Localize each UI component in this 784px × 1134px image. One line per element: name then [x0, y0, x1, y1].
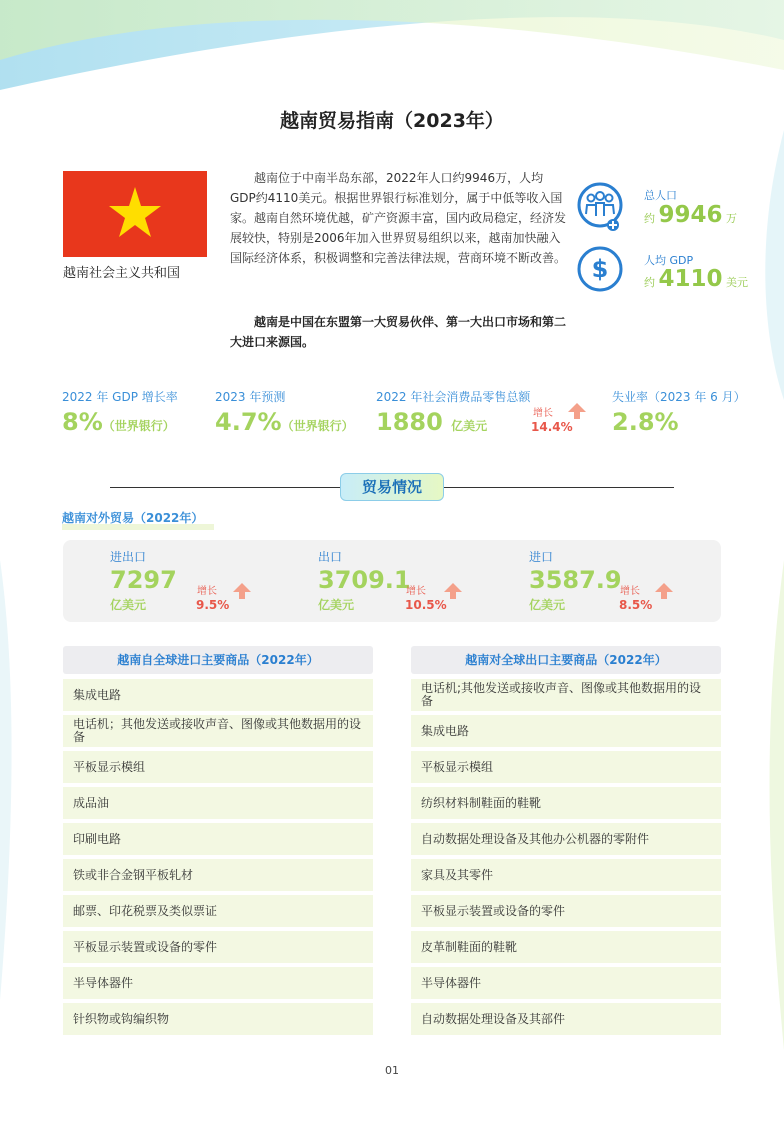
growth-value: 9.5% [196, 598, 230, 612]
kpi-value: 4.7%（世界银行） [215, 408, 354, 436]
exports-row: 平板显示模组 [411, 751, 721, 783]
arrow-up-icon [654, 582, 674, 600]
exports-row: 纺织材料制鞋面的鞋靴 [411, 787, 721, 819]
kpi-label: 失业率（2023 年 6 月） [612, 390, 746, 404]
exports-row: 半导体器件 [411, 967, 721, 999]
kpi-label: 2023 年预测 [215, 390, 286, 404]
exports-row: 自动数据处理设备及其他办公机器的零附件 [411, 823, 721, 855]
imports-row: 平板显示装置或设备的零件 [63, 931, 373, 963]
arrow-up-icon [567, 402, 587, 420]
population-value: 约 9946 万 [644, 202, 738, 228]
kpi-label: 2022 年 GDP 增长率 [62, 390, 178, 404]
trade-unit: 亿美元 [110, 598, 147, 612]
dollar-icon [577, 246, 623, 292]
imports-row: 平板显示模组 [63, 751, 373, 783]
exports-row: 自动数据处理设备及其部件 [411, 1003, 721, 1035]
trade-label: 出口 [318, 550, 343, 564]
gdp-value: 约 4110 美元 [644, 266, 749, 292]
growth-value: 14.4% [531, 420, 573, 434]
arrow-up-icon [232, 582, 252, 600]
imports-row: 集成电路 [63, 679, 373, 711]
kpi-value: 8%（世界银行） [62, 408, 175, 436]
exports-row: 平板显示装置或设备的零件 [411, 895, 721, 927]
intro-highlight: 越南是中国在东盟第一大贸易伙伴、第一大出口市场和第二大进口来源国。 [230, 315, 567, 349]
imports-row: 电话机；其他发送或接收声音、图像或其他数据用的设备 [63, 715, 373, 747]
intro-paragraph: 越南位于中南半岛东部，2022年人口约9946万，人均GDP约4110美元。根据世界银行标准划分，属于中低等收入国家。越南自然环境优越，矿产资源丰富，国内政局稳定，经济发展较快，特别是2006年加入世界贸易组织以来，越南加快融入国际经济体系，积极调整和完善法律法规，营商环境不断改善。 [230, 171, 567, 265]
kpi-value: 1880 亿美元 [376, 408, 488, 436]
flag-star-icon [109, 187, 161, 237]
trade-unit: 亿美元 [529, 598, 566, 612]
vietnam-flag [63, 171, 207, 257]
section-divider-left [110, 487, 340, 488]
trade-unit: 亿美元 [318, 598, 355, 612]
imports-row: 印刷电路 [63, 823, 373, 855]
exports-row: 家具及其零件 [411, 859, 721, 891]
trade-label: 进口 [529, 550, 554, 564]
arrow-up-icon [443, 582, 463, 600]
exports-table-header: 越南对全球出口主要商品（2022年） [411, 646, 721, 674]
trade-value: 3709.1 [318, 566, 411, 594]
trade-value: 3587.9 [529, 566, 622, 594]
gdp-label: 人均 GDP [644, 254, 694, 267]
section-title: 贸易情况 [340, 473, 444, 501]
page-number: 01 [385, 1064, 399, 1077]
exports-row: 集成电路 [411, 715, 721, 747]
growth-value: 10.5% [405, 598, 447, 612]
growth-label: 增长 [406, 586, 426, 597]
page-title: 越南贸易指南（2023年） [280, 110, 504, 132]
imports-row: 针织物或钩编织物 [63, 1003, 373, 1035]
trade-label: 进出口 [110, 550, 147, 564]
exports-row: 电话机;其他发送或接收声音、图像或其他数据用的设备 [411, 679, 721, 711]
growth-label: 增长 [620, 586, 640, 597]
growth-label: 增长 [533, 408, 553, 419]
imports-row: 邮票、印花税票及类似票证 [63, 895, 373, 927]
imports-row: 半导体器件 [63, 967, 373, 999]
imports-table-header: 越南自全球进口主要商品（2022年） [63, 646, 373, 674]
growth-value: 8.5% [619, 598, 653, 612]
exports-row: 皮革制鞋面的鞋靴 [411, 931, 721, 963]
kpi-label: 2022 年社会消费品零售总额 [376, 390, 531, 404]
flag-caption: 越南社会主义共和国 [63, 266, 181, 281]
growth-label: 增长 [197, 586, 217, 597]
section-divider-right [444, 487, 674, 488]
plus-icon [606, 218, 620, 232]
imports-row: 成品油 [63, 787, 373, 819]
imports-row: 铁或非合金钢平板轧材 [63, 859, 373, 891]
kpi-value: 2.8% [612, 408, 679, 436]
svg-text:$: $ [591, 255, 609, 283]
trade-value: 7297 [110, 566, 177, 594]
trade-subheading: 越南对外贸易（2022年） [62, 511, 204, 525]
population-label: 总人口 [644, 189, 677, 202]
